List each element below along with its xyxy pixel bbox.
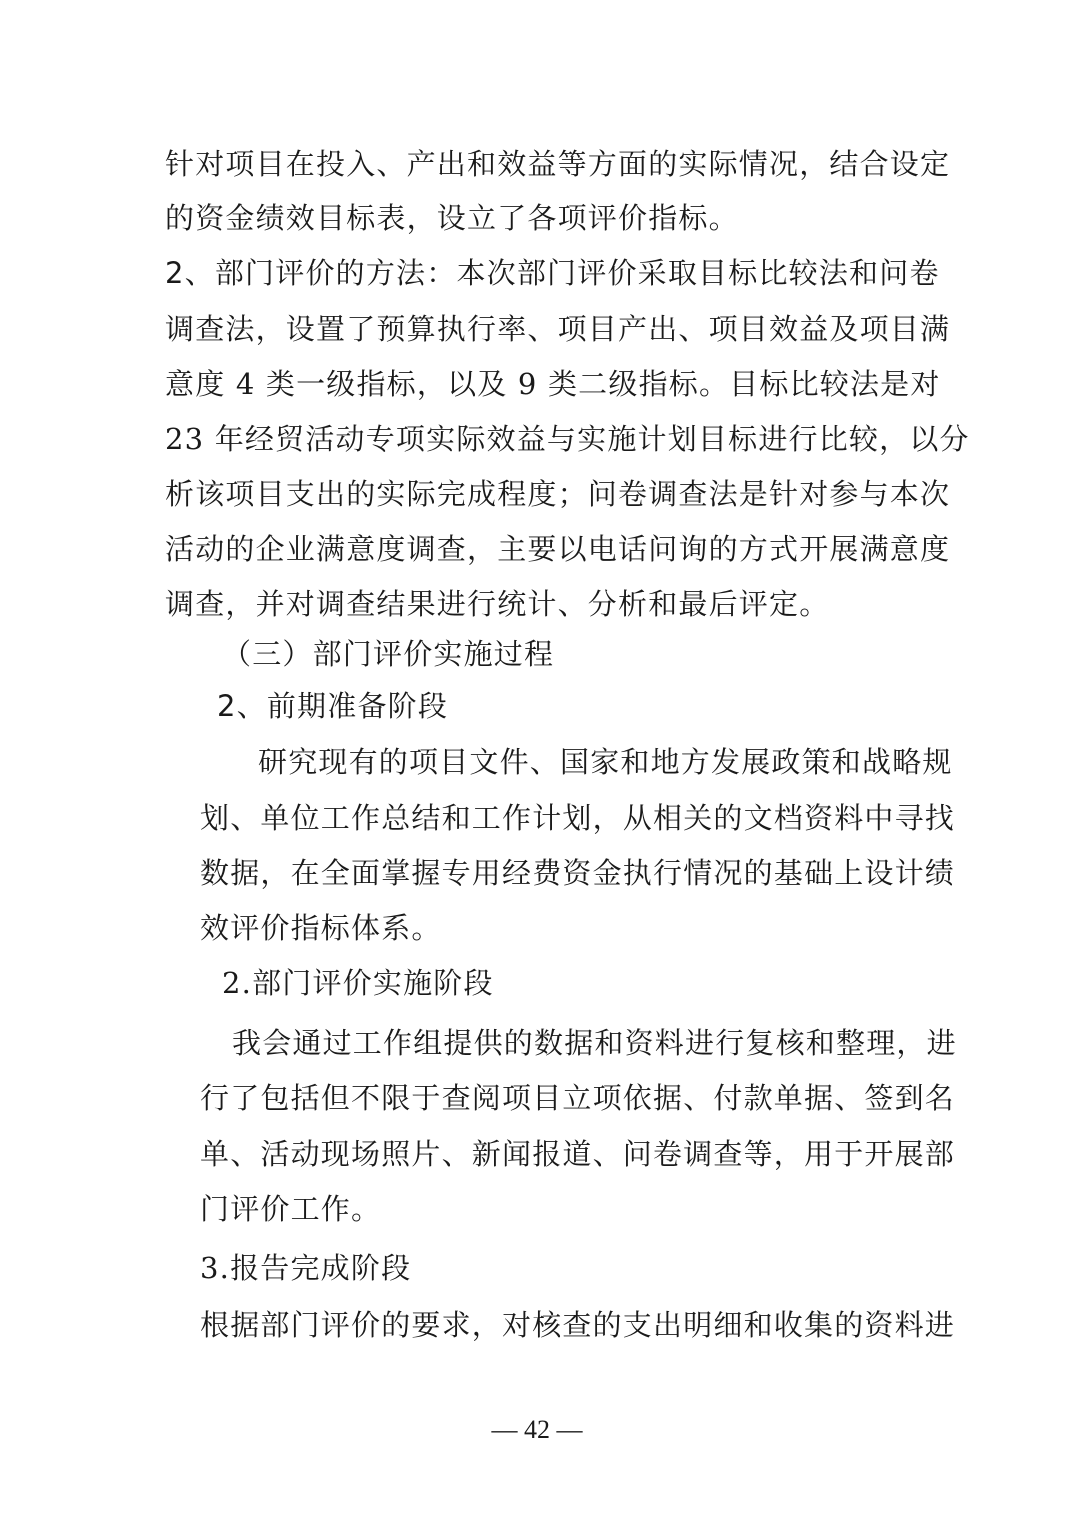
- paragraph-line: 的资金绩效目标表，设立了各项评价指标。: [165, 201, 739, 235]
- paragraph-line: 析该项目支出的实际完成程度；问卷调查法是针对参与本次: [165, 477, 951, 511]
- paragraph-line: 调查法，设置了预算执行率、项目产出、项目效益及项目满: [165, 312, 951, 346]
- paragraph-line: 研究现有的项目文件、国家和地方发展政策和战略规: [258, 745, 953, 779]
- paragraph-line: 意度 4 类一级指标，以及 9 类二级指标。目标比较法是对: [165, 367, 941, 401]
- paragraph-line: 我会通过工作组提供的数据和资料进行复核和整理，进: [232, 1026, 957, 1060]
- paragraph-line: 活动的企业满意度调查，主要以电话问询的方式开展满意度: [165, 532, 951, 566]
- subsection-heading: 2.部门评价实施阶段: [222, 966, 494, 1000]
- paragraph-line: 根据部门评价的要求，对核查的支出明细和收集的资料进: [200, 1308, 956, 1342]
- paragraph-line: 数据，在全面掌握专用经费资金执行情况的基础上设计绩: [200, 856, 956, 890]
- subsection-heading: 2、前期准备阶段: [217, 689, 449, 723]
- paragraph-line: 2、部门评价的方法：本次部门评价采取目标比较法和问卷: [165, 256, 940, 290]
- paragraph-line: 23 年经贸活动专项实际效益与实施计划目标进行比较，以分: [165, 422, 970, 456]
- subsection-heading: 3.报告完成阶段: [200, 1251, 412, 1285]
- paragraph-line: 行了包括但不限于查阅项目立项依据、付款单据、签到名: [200, 1081, 956, 1115]
- paragraph-line: 单、活动现场照片、新闻报道、问卷调查等，用于开展部: [200, 1137, 956, 1171]
- section-heading: （三）部门评价实施过程: [222, 637, 555, 671]
- page-number: — 42 —: [491, 1415, 583, 1444]
- paragraph-line: 效评价指标体系。: [200, 911, 442, 945]
- paragraph-line: 门评价工作。: [200, 1192, 382, 1226]
- paragraph-line: 针对项目在投入、产出和效益等方面的实际情况，结合设定: [165, 147, 951, 181]
- paragraph-line: 划、单位工作总结和工作计划，从相关的文档资料中寻找: [200, 801, 956, 835]
- paragraph-line: 调查，并对调查结果进行统计、分析和最后评定。: [165, 587, 830, 621]
